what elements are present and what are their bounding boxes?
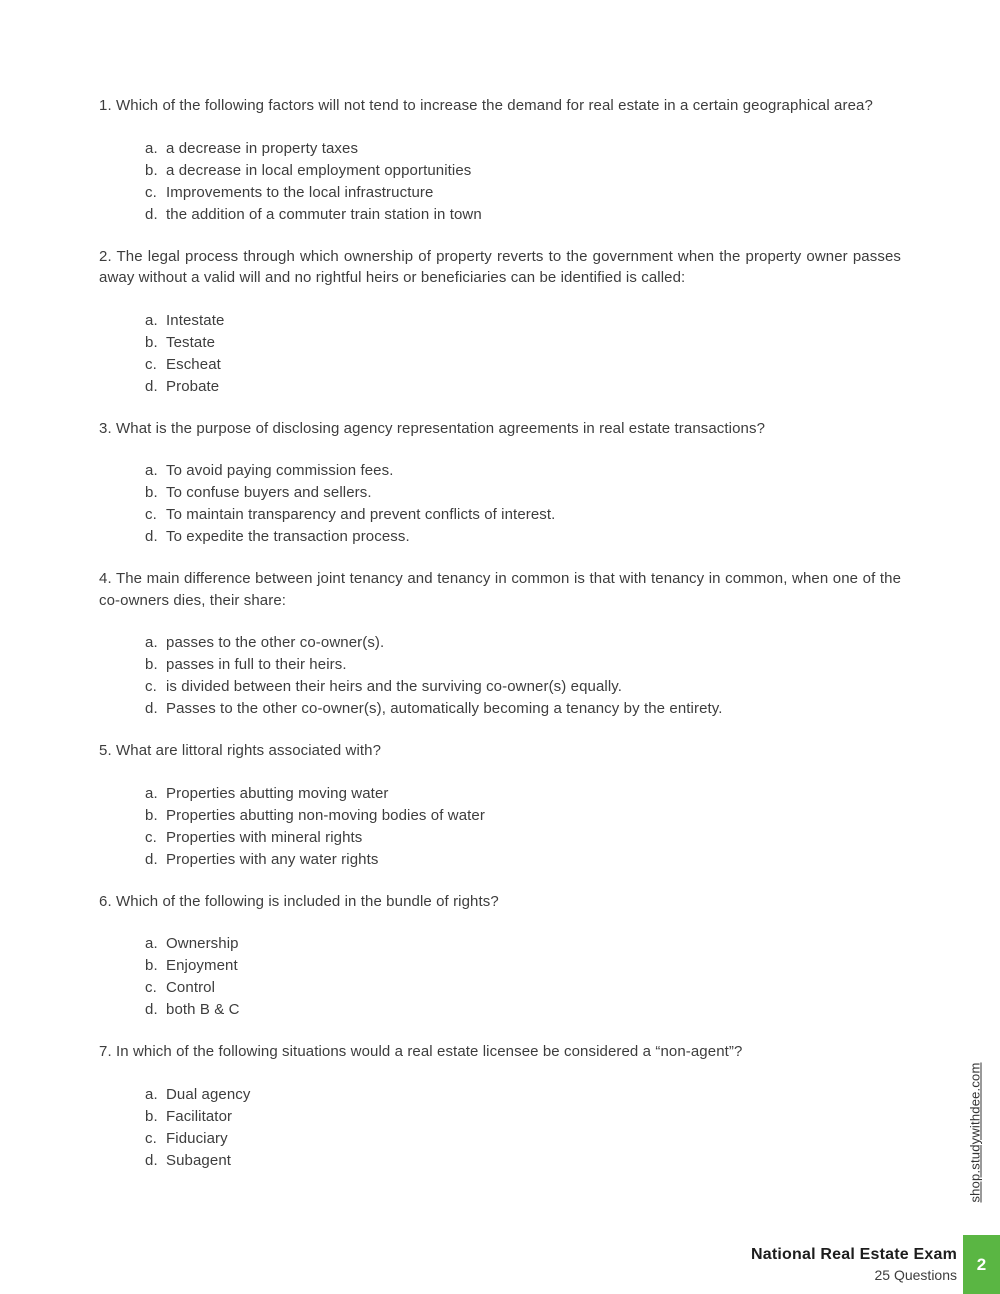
option-item	[145, 1150, 901, 1172]
option-item	[145, 482, 901, 504]
option-item	[145, 632, 901, 654]
question-text: Which of the following is included in the bundle of rights?	[116, 892, 499, 910]
question-block	[99, 891, 901, 1022]
option-item	[145, 526, 901, 548]
option-item	[145, 654, 901, 676]
option-item	[145, 698, 901, 720]
option-text: is divided between their heirs and the surviving co-owner(s) equally.	[166, 678, 623, 695]
question-text-line	[99, 568, 901, 611]
option-text: Testate	[166, 333, 216, 351]
option-letter: b.	[145, 656, 158, 673]
question-number: 3.	[99, 419, 112, 437]
option-text: Escheat	[166, 355, 221, 373]
option-letter: d.	[145, 205, 158, 223]
option-item	[145, 310, 901, 332]
options-list	[99, 310, 901, 398]
exam-subtitle: 25 Questions	[874, 1267, 957, 1283]
question-block	[99, 95, 901, 226]
option-text: Ownership	[166, 935, 239, 952]
option-item	[145, 1084, 901, 1106]
option-letter: a.	[145, 935, 158, 952]
option-text: Properties with mineral rights	[166, 828, 363, 846]
option-item	[145, 1128, 901, 1150]
option-text: Properties abutting moving water	[166, 784, 389, 802]
option-letter: b.	[145, 957, 158, 974]
option-letter: c.	[145, 678, 157, 695]
option-letter: c.	[145, 828, 157, 846]
option-item	[145, 933, 901, 955]
option-letter: b.	[145, 484, 158, 501]
question-text: In which of the following situations would a real estate licensee be considered a “non-agent”?	[116, 1043, 743, 1060]
option-letter: a.	[145, 462, 158, 479]
option-item	[145, 999, 901, 1021]
option-text: Control	[166, 979, 216, 996]
option-text: Improvements to the local infrastructure	[166, 183, 434, 201]
option-text: Enjoyment	[166, 957, 238, 974]
question-text: The main difference between joint tenancy and tenancy in common is that with tenancy in common, when one of the co-owners dies, their share:	[99, 570, 902, 609]
option-item	[145, 504, 901, 526]
option-letter: c.	[145, 355, 157, 373]
option-text: To confuse buyers and sellers.	[166, 484, 372, 501]
option-item	[145, 849, 901, 871]
option-item	[145, 827, 901, 849]
options-list	[99, 1084, 901, 1172]
question-number: 5.	[99, 742, 112, 759]
option-text: passes in full to their heirs.	[166, 656, 347, 673]
option-text: the addition of a commuter train station in town	[166, 205, 482, 223]
page-number-badge: 2	[963, 1235, 1000, 1294]
option-letter: b.	[145, 1107, 158, 1125]
option-letter: a.	[145, 311, 158, 329]
option-item	[145, 160, 901, 182]
footer-text	[751, 1245, 957, 1285]
option-item	[145, 955, 901, 977]
option-letter: a.	[145, 634, 158, 651]
questions-list	[99, 95, 901, 1192]
option-letter: d.	[145, 850, 158, 868]
option-letter: d.	[145, 1001, 158, 1018]
options-list	[99, 632, 901, 720]
option-letter: d.	[145, 700, 158, 717]
option-letter: c.	[145, 183, 157, 201]
option-letter: c.	[145, 506, 157, 523]
option-letter: d.	[145, 528, 158, 545]
option-item	[145, 460, 901, 482]
option-letter: b.	[145, 806, 158, 824]
question-text-line	[99, 418, 901, 440]
option-text: To expedite the transaction process.	[166, 528, 410, 545]
question-number: 2.	[99, 247, 112, 265]
option-letter: c.	[145, 979, 157, 996]
question-number: 7.	[99, 1043, 112, 1060]
question-block	[99, 740, 901, 871]
option-text: Dual agency	[166, 1085, 251, 1103]
options-list	[99, 138, 901, 226]
option-item	[145, 332, 901, 354]
option-item	[145, 1106, 901, 1128]
options-list	[99, 460, 901, 548]
option-text: Properties abutting non-moving bodies of water	[166, 806, 485, 824]
question-text-line	[99, 95, 901, 117]
option-letter: a.	[145, 1085, 158, 1103]
option-letter: b.	[145, 333, 158, 351]
option-text: Facilitator	[166, 1107, 233, 1125]
question-text: Which of the following factors will not tend to increase the demand for real estate in a certain geographical area?	[116, 97, 873, 114]
option-letter: d.	[145, 1151, 158, 1169]
question-block	[99, 246, 901, 398]
option-item	[145, 204, 901, 226]
question-number: 4.	[99, 570, 112, 587]
option-text: Probate	[166, 377, 220, 395]
option-text: a decrease in local employment opportunities	[166, 161, 472, 179]
shop-link[interactable]: shop.studywithdee.com	[967, 1062, 983, 1203]
question-number: 6.	[99, 892, 112, 910]
options-list	[99, 933, 901, 1021]
question-text: The legal process through which ownership of property reverts to the government when the property owner passes away without a valid will and no rightful heirs or beneficiaries can be identified is called:	[99, 247, 901, 286]
option-text: Passes to the other co-owner(s), automatically becoming a tenancy by the entirety.	[166, 700, 723, 717]
option-item	[145, 376, 901, 398]
option-item	[145, 977, 901, 999]
option-text: To maintain transparency and prevent conflicts of interest.	[166, 506, 556, 523]
question-text-line	[99, 1041, 901, 1063]
question-block	[99, 418, 901, 549]
question-text-line	[99, 891, 901, 913]
question-text-line	[99, 740, 901, 762]
question-text: What is the purpose of disclosing agency representation agreements in real estate transactions?	[116, 419, 766, 437]
option-text: a decrease in property taxes	[166, 139, 359, 157]
option-item	[145, 783, 901, 805]
option-item	[145, 805, 901, 827]
option-text: To avoid paying commission fees.	[166, 462, 394, 479]
option-text: Intestate	[166, 311, 225, 329]
question-block	[99, 568, 901, 720]
option-item	[145, 354, 901, 376]
option-letter: a.	[145, 139, 158, 157]
option-item	[145, 138, 901, 160]
exam-title: National Real Estate Exam	[751, 1246, 957, 1263]
option-text: Subagent	[166, 1151, 232, 1169]
option-item	[145, 182, 901, 204]
question-text: What are littoral rights associated with?	[116, 742, 382, 759]
option-letter: b.	[145, 161, 158, 179]
option-letter: c.	[145, 1129, 157, 1147]
options-list	[99, 783, 901, 871]
question-text-line	[99, 246, 901, 289]
option-text: Fiduciary	[166, 1129, 228, 1147]
option-text: Properties with any water rights	[166, 850, 379, 868]
option-item	[145, 676, 901, 698]
option-text: passes to the other co-owner(s).	[166, 634, 385, 651]
option-text: both B & C	[166, 1001, 240, 1018]
question-block	[99, 1041, 901, 1172]
option-letter: a.	[145, 784, 158, 802]
option-letter: d.	[145, 377, 158, 395]
question-number: 1.	[99, 97, 112, 114]
